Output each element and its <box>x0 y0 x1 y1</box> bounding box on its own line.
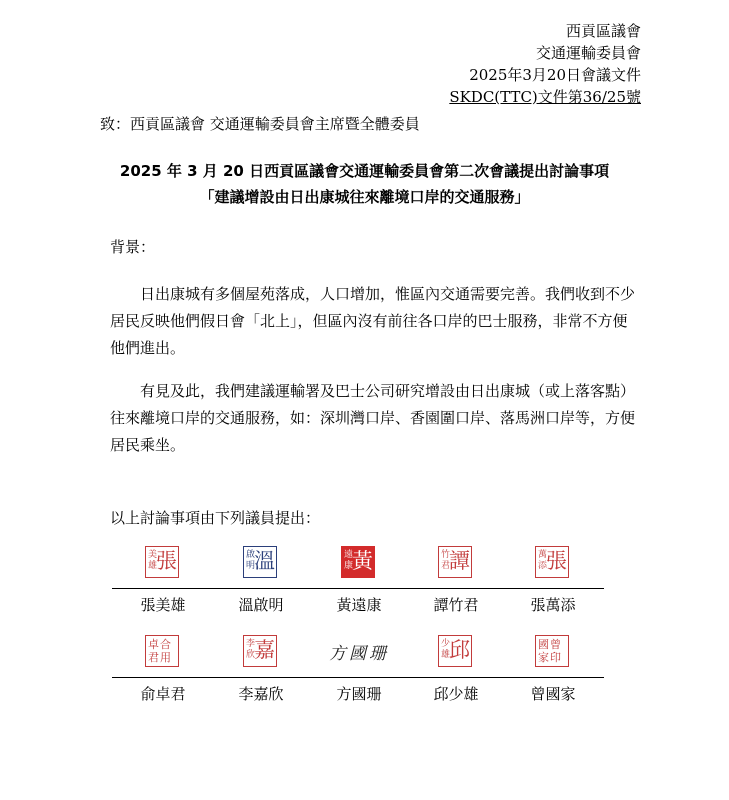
signature-line <box>210 588 312 589</box>
member-name: 張美雄 <box>140 596 186 614</box>
signature-area <box>308 544 410 582</box>
header-doc-ref: SKDC(TTC)文件第36/25號 <box>449 88 641 106</box>
signature-area <box>210 633 312 671</box>
handwritten-signature: 方國珊 <box>329 644 389 664</box>
header-doc-date: 2025年3月20日會議文件 <box>469 66 641 84</box>
to-line: 致：西貢區議會 交通運輸委員會主席暨全體委員 <box>100 115 420 133</box>
paragraph-2: 有見及此，我們建議運輸署及巴士公司研究增設由日出康城（或上落客點）往來離境口岸的交通服務，如：深圳灣口岸、香園圍口岸、落馬洲口岸等，方便居民乘坐。 <box>110 382 636 454</box>
seal-big-char: 嘉 <box>254 638 275 662</box>
seal-small-text: 啟明 <box>246 550 256 571</box>
seal-stamp <box>438 546 472 578</box>
signature-line <box>112 677 214 678</box>
signature-line <box>405 588 507 589</box>
paragraph-1: 日出康城有多個屋苑落成，人口增加，惟區內交通需要完善。我們收到不少居民反映他們假日會「北上」，但區內沒有前往各口岸的巴士服務，非常不方便他們進出。 <box>110 285 636 357</box>
seal-stamp <box>145 635 179 667</box>
signature-line <box>308 588 410 589</box>
signature-line <box>112 588 214 589</box>
seal-stamp <box>243 546 277 578</box>
header-org: 西貢區議會 <box>565 22 641 40</box>
member-name: 張萬添 <box>530 596 576 614</box>
seal-stamp <box>145 546 179 578</box>
seal-big-char: 邱 <box>449 638 470 662</box>
seal-big-char: 黃 <box>352 549 373 573</box>
seal-text: 國曾家印 <box>538 638 562 664</box>
seal-stamp <box>535 546 569 578</box>
signature-line <box>502 588 604 589</box>
seal-small-text: 少雄 <box>441 639 451 660</box>
signature-line <box>502 677 604 678</box>
seal-big-char: 溫 <box>254 549 275 573</box>
signature-area <box>502 633 604 671</box>
signature-line <box>210 677 312 678</box>
seal-stamp <box>341 546 375 578</box>
seal-small-text: 美雄 <box>148 550 158 571</box>
seal-big-char: 張 <box>156 549 177 573</box>
signature-area <box>112 633 214 671</box>
member-name: 溫啟明 <box>238 596 284 614</box>
signature-line <box>308 677 410 678</box>
member-name: 曾國家 <box>530 685 576 703</box>
seal-small-text: 萬添 <box>538 550 548 571</box>
title-line-2: 「建議增設由日出康城往來離境口岸的交通服務」 <box>199 188 530 206</box>
seal-stamp <box>535 635 569 667</box>
signature-area <box>405 633 507 671</box>
seal-stamp <box>243 635 277 667</box>
seal-small-text: 遠康 <box>344 550 354 571</box>
seal-big-char: 張 <box>546 549 567 573</box>
member-name: 譚竹君 <box>433 596 479 614</box>
seal-small-text: 竹君 <box>441 550 451 571</box>
member-name: 邱少雄 <box>433 685 479 703</box>
seal-stamp <box>438 635 472 667</box>
seal-text: 卓合君用 <box>148 638 172 664</box>
member-name: 方國珊 <box>336 685 382 703</box>
header-committee: 交通運輸委員會 <box>535 44 641 62</box>
signature-area <box>308 633 410 671</box>
member-name: 黃遠康 <box>336 596 382 614</box>
member-name: 李嘉欣 <box>238 685 284 703</box>
background-label: 背景： <box>110 238 156 256</box>
signature-area <box>502 544 604 582</box>
signature-line <box>405 677 507 678</box>
signature-area <box>405 544 507 582</box>
seal-big-char: 譚 <box>449 549 470 573</box>
proposers-label: 以上討論事項由下列議員提出： <box>110 509 321 527</box>
signature-area <box>210 544 312 582</box>
member-name: 俞卓君 <box>140 685 186 703</box>
signature-area <box>112 544 214 582</box>
seal-small-text: 李欣 <box>246 639 256 660</box>
title-line-1: 2025 年 3 月 20 日西貢區議會交通運輸委員會第二次會議提出討論事項 <box>119 162 610 180</box>
